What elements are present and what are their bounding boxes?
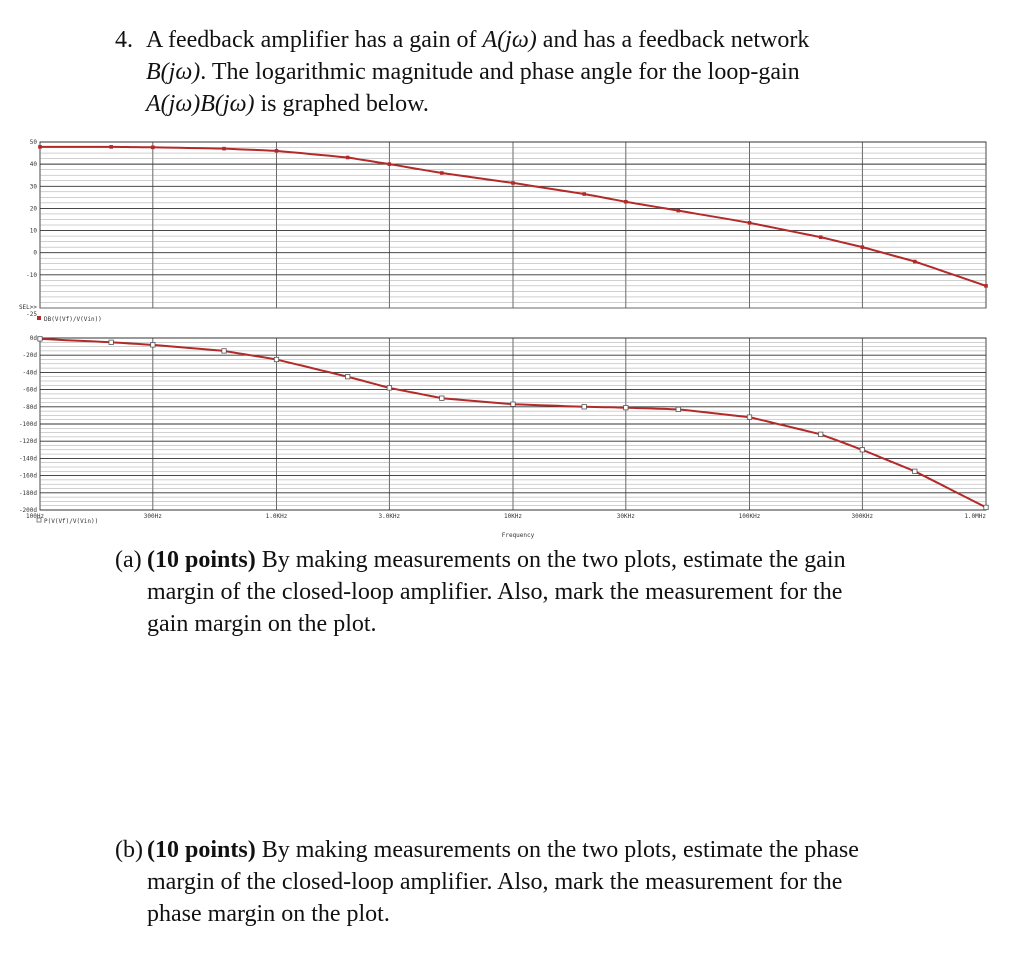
- problem-text-segment: and has a feedback network: [536, 27, 810, 53]
- mag-ytick-label: 50: [29, 139, 37, 146]
- mag-ytick-label: -10: [26, 271, 37, 279]
- part-a-line-1: [147, 544, 935, 576]
- phase-ytick-label: -60d: [22, 386, 37, 394]
- problem-text-segment: . The logarithmic magnitude and phase angle for the loop-gain: [200, 59, 800, 85]
- problem-line-3: [146, 88, 935, 120]
- phase-ytick-label: -20d: [22, 352, 37, 360]
- math-expression: A(jω): [482, 27, 537, 53]
- mag-point: [819, 235, 823, 239]
- xtick-label: 300KHz: [851, 513, 874, 520]
- phase-ytick-label: -80d: [22, 403, 37, 411]
- mag-legend-label: DB(V(Vf)/V(Vin)): [44, 316, 102, 323]
- phase-point: [582, 405, 586, 409]
- mag-ytick-label: 30: [29, 183, 37, 191]
- xtick-label: 1.0KHz: [265, 513, 288, 520]
- phase-point: [624, 405, 628, 409]
- phase-ytick-label: -140d: [18, 455, 37, 463]
- phase-point: [913, 469, 917, 473]
- phase-point: [440, 396, 444, 400]
- phase-ytick-label: -100d: [18, 421, 37, 428]
- problem-number: 4.: [115, 27, 133, 53]
- phase-ytick-label: 0d: [29, 335, 37, 342]
- part-b-text-1: By making measurements on the two plots, estimate the phase: [255, 837, 859, 863]
- xtick-label: 300Hz: [143, 513, 162, 520]
- mag-point: [222, 147, 226, 151]
- math-expression: B(jω): [146, 59, 201, 85]
- problem-statement: [115, 24, 935, 120]
- bode-plots: [0, 136, 1000, 544]
- bode-plot-svg: [0, 136, 1000, 544]
- mag-point: [624, 200, 628, 204]
- mag-point: [275, 149, 279, 153]
- phase-point: [38, 337, 42, 341]
- phase-point: [151, 343, 155, 347]
- part-b-line-2: margin of the closed-loop amplifier. Also, mark the measurement for the: [147, 869, 843, 895]
- mag-point: [109, 145, 113, 149]
- mag-ytick-label: 40: [29, 161, 37, 169]
- phase-point: [818, 432, 822, 436]
- mag-point: [388, 162, 392, 166]
- sel-marker: SEL>>: [18, 304, 37, 311]
- part-a-line-2: margin of the closed-loop amplifier. Also, mark the measurement for the: [147, 579, 843, 605]
- problem-line-1: [146, 24, 935, 56]
- mag-point: [984, 284, 988, 288]
- mag-point: [748, 221, 752, 225]
- problem-text-segment: A feedback amplifier has a gain of: [146, 27, 483, 53]
- phase-ytick-label: -120d: [18, 438, 37, 446]
- phase-ytick-label: -160d: [18, 472, 37, 480]
- mag-point: [913, 260, 917, 264]
- phase-legend-label: P(V(Vf)/V(Vin)): [44, 518, 99, 525]
- part-b-line-1: [147, 834, 935, 866]
- mag-ytick-label: 0: [33, 249, 37, 257]
- phase-point: [222, 349, 226, 353]
- xtick-label: 30KHz: [616, 513, 635, 520]
- mag-point: [151, 146, 155, 150]
- phase-point: [387, 386, 391, 390]
- part-a: [115, 544, 935, 640]
- mag-point: [582, 192, 586, 196]
- problem-text-segment: is graphed below.: [254, 91, 429, 117]
- mag-point: [38, 145, 42, 149]
- mag-ytick-label-min: -25: [26, 311, 37, 318]
- phase-point: [676, 407, 680, 411]
- xtick-label: 1.0MHz: [964, 513, 986, 520]
- mag-point: [861, 245, 865, 249]
- xtick-label: 100Hz: [26, 513, 45, 520]
- mag-point: [677, 209, 681, 213]
- phase-point: [345, 375, 349, 379]
- phase-ytick-label: -40d: [22, 369, 37, 377]
- part-a-text-1: By making measurements on the two plots, estimate the gain: [255, 547, 846, 573]
- part-b-line-3: phase margin on the plot.: [147, 901, 390, 927]
- phase-point: [860, 448, 864, 452]
- problem-line-2: [146, 56, 935, 88]
- math-expression: A(jω)B(jω): [146, 91, 255, 117]
- part-a-line-3: gain margin on the plot.: [147, 611, 377, 637]
- phase-point: [984, 505, 988, 509]
- part-b-points: (10 points): [147, 837, 256, 863]
- part-a-label: (a): [115, 547, 142, 573]
- part-b-label: (b): [115, 837, 143, 863]
- phase-point: [511, 402, 515, 406]
- problem-text: [146, 24, 935, 120]
- mag-ytick-label: 10: [29, 227, 37, 235]
- phase-point: [274, 357, 278, 361]
- phase-ytick-label: -200d: [18, 507, 37, 514]
- phase-ytick-label: -180d: [18, 489, 37, 497]
- mag-point: [511, 181, 515, 185]
- part-a-points: (10 points): [147, 547, 256, 573]
- mag-point: [346, 156, 350, 160]
- xtick-label: 3.0KHz: [378, 513, 401, 520]
- xaxis-label: Frequency: [501, 532, 535, 539]
- mag-point: [440, 171, 444, 175]
- xtick-label: 10KHz: [503, 513, 523, 520]
- mag-legend-marker: [37, 316, 41, 320]
- phase-point: [109, 340, 113, 344]
- phase-point: [747, 415, 751, 419]
- mag-ytick-label: 20: [29, 205, 37, 213]
- part-b: [115, 834, 935, 930]
- xtick-label: 100KHz: [738, 513, 761, 520]
